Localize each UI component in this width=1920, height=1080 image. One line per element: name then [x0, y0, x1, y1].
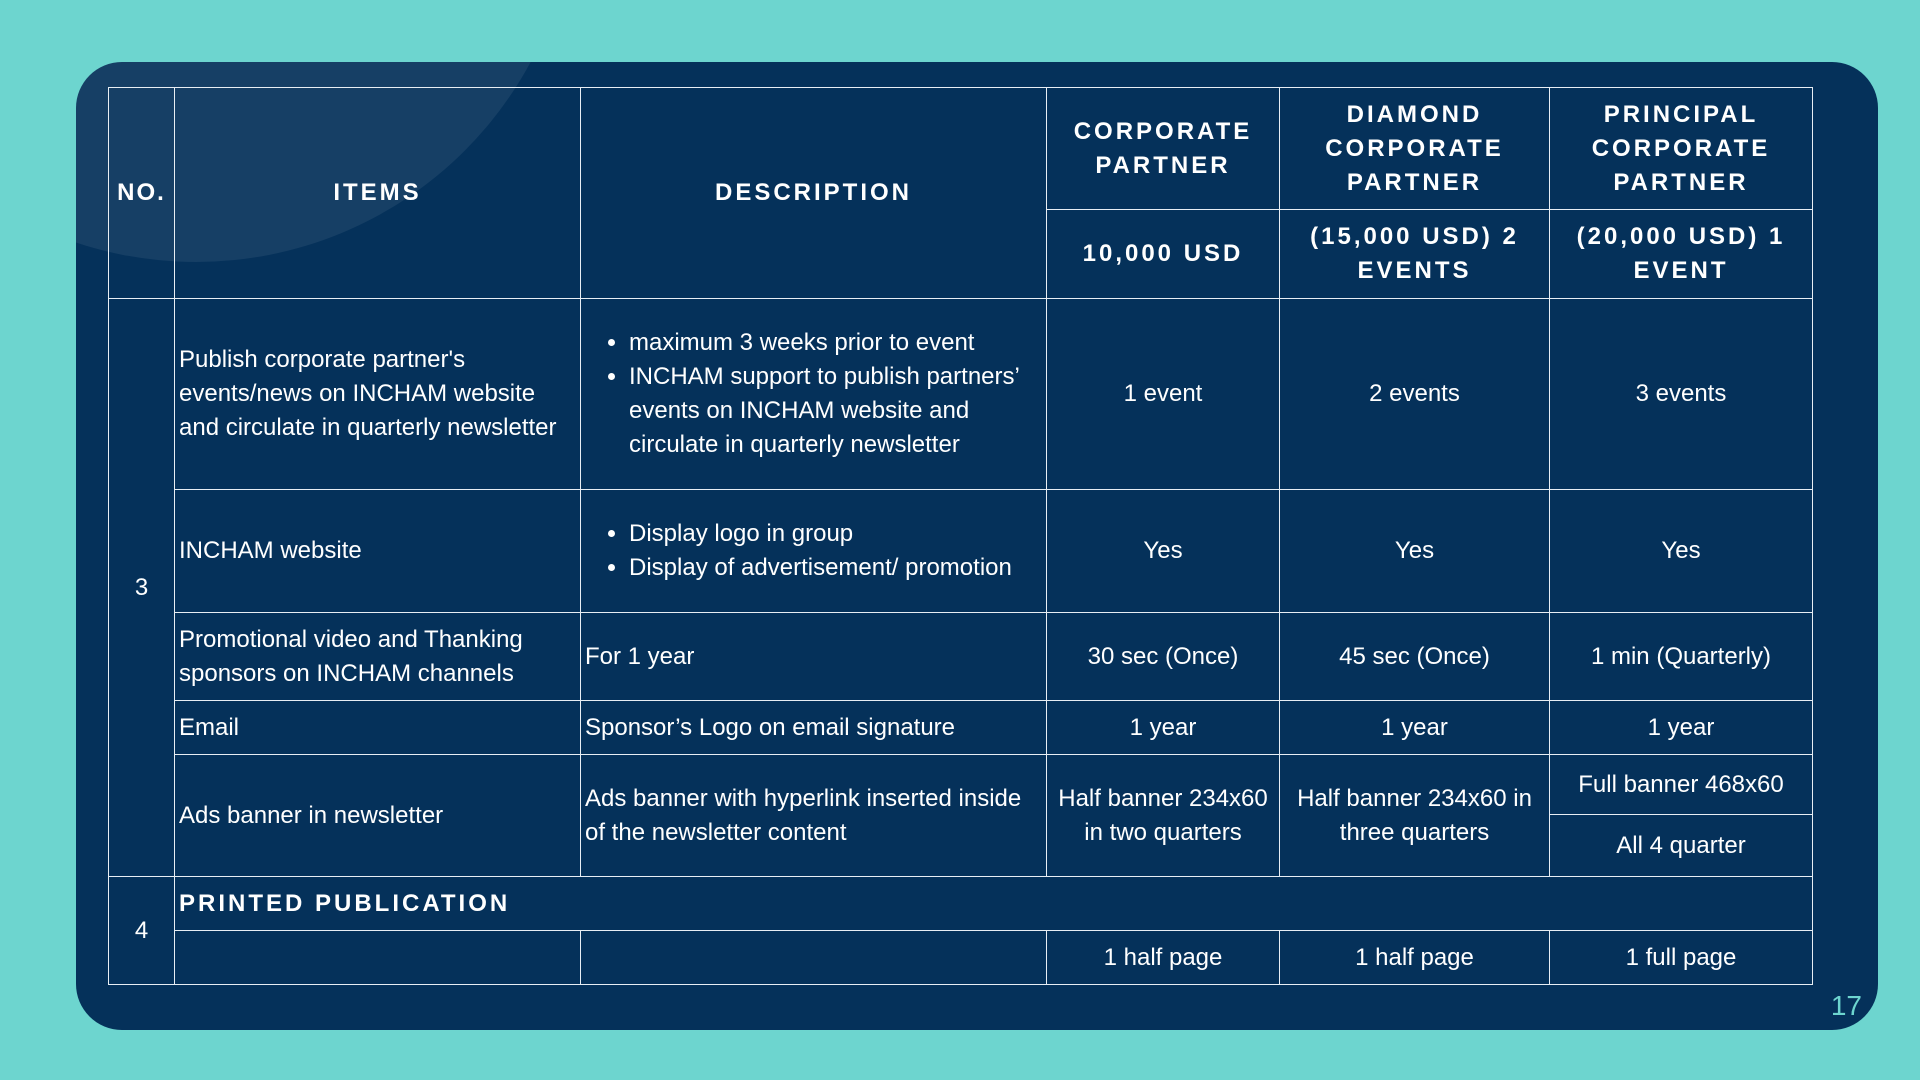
- tier-principal-value: Full banner 468x60: [1550, 755, 1813, 815]
- description-cell: Sponsor’s Logo on email signature: [581, 701, 1047, 755]
- tier-corporate-value: Half banner 234x60 in two quarters: [1047, 755, 1280, 877]
- tier-diamond-value: 1 half page: [1280, 931, 1550, 985]
- tier-principal-value: 1 min (Quarterly): [1550, 613, 1813, 701]
- header-tier-diamond: DIAMOND CORPORATE PARTNER: [1280, 88, 1550, 210]
- header-description: DESCRIPTION: [581, 88, 1047, 299]
- table-row: [109, 490, 1813, 613]
- tier-corporate-value: Yes: [1047, 490, 1280, 613]
- page-number: 17: [1830, 990, 1862, 1021]
- tier-principal-value: Yes: [1550, 490, 1813, 613]
- description-cell: [581, 490, 1047, 613]
- header-tier-principal: PRINCIPAL CORPORATE PARTNER: [1550, 88, 1813, 210]
- tier-diamond-value: 45 sec (Once): [1280, 613, 1550, 701]
- slide-card: [76, 62, 1878, 1030]
- tier-diamond-value: Yes: [1280, 490, 1550, 613]
- description-list: [585, 517, 1042, 585]
- price-principal: (20,000 USD) 1 EVENT: [1550, 210, 1813, 299]
- tier-diamond-value: 1 year: [1280, 701, 1550, 755]
- item-cell: Ads banner in newsletter: [175, 755, 581, 877]
- table-row: [109, 613, 1813, 701]
- header-tier-corporate: CORPORATE PARTNER: [1047, 88, 1280, 210]
- header-row: [109, 88, 1813, 210]
- table-row: [109, 755, 1813, 815]
- price-diamond: (15,000 USD) 2 EVENTS: [1280, 210, 1550, 299]
- sponsorship-table: [108, 87, 1813, 985]
- tier-corporate-value: 1 event: [1047, 299, 1280, 490]
- row-number: 4: [109, 877, 175, 985]
- header-items: ITEMS: [175, 88, 581, 299]
- list-item: • maximum 3 weeks prior to event: [629, 326, 1042, 360]
- description-cell: For 1 year: [581, 613, 1047, 701]
- tier-principal-value: 3 events: [1550, 299, 1813, 490]
- tier-corporate-value: 30 sec (Once): [1047, 613, 1280, 701]
- row-number: 3: [109, 299, 175, 877]
- table-row: [109, 701, 1813, 755]
- header-no: NO.: [109, 88, 175, 299]
- table-row: [109, 299, 1813, 490]
- description-cell: Ads banner with hyperlink inserted inside of the newsletter content: [581, 755, 1047, 877]
- section-title: PRINTED PUBLICATION: [175, 877, 1813, 931]
- description-cell: [581, 299, 1047, 490]
- tier-corporate-value: 1 half page: [1047, 931, 1280, 985]
- tier-diamond-value: Half banner 234x60 in three quarters: [1280, 755, 1550, 877]
- item-cell: Email: [175, 701, 581, 755]
- tier-principal-value: 1 year: [1550, 701, 1813, 755]
- item-cell: [175, 931, 581, 985]
- item-cell: INCHAM website: [175, 490, 581, 613]
- price-corporate: 10,000 USD: [1047, 210, 1280, 299]
- table-row: [109, 931, 1813, 985]
- tier-principal-value: 1 full page: [1550, 931, 1813, 985]
- list-item: • Display of advertisement/ promotion: [629, 551, 1042, 585]
- section-title-row: [109, 877, 1813, 931]
- description-cell: [581, 931, 1047, 985]
- item-cell: Promotional video and Thanking sponsors on INCHAM channels: [175, 613, 581, 701]
- list-item: • Display logo in group: [629, 517, 1042, 551]
- list-item: • INCHAM support to publish partners’ events on INCHAM website and circulate in quarterly newsletter: [629, 360, 1042, 462]
- description-list: [585, 326, 1042, 462]
- item-cell: Publish corporate partner's events/news on INCHAM website and circulate in quarterly newsletter: [175, 299, 581, 490]
- tier-corporate-value: 1 year: [1047, 701, 1280, 755]
- tier-principal-value: All 4 quarter: [1550, 815, 1813, 877]
- tier-diamond-value: 2 events: [1280, 299, 1550, 490]
